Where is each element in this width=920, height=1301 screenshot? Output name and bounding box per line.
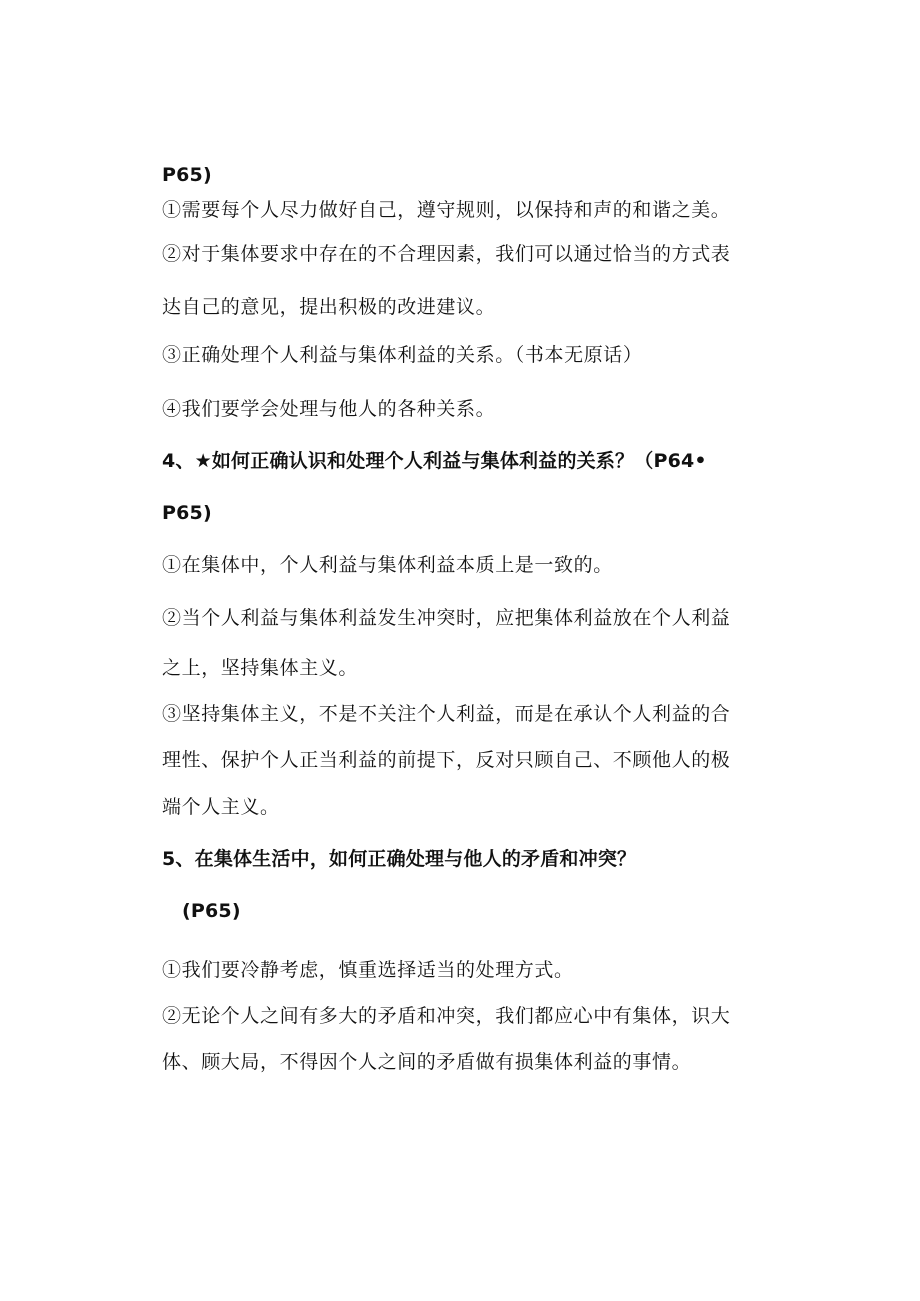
answer-line: 端个人主义。 [162,796,280,818]
answer-line: ①我们要冷静考虑，慎重选择适当的处理方式。 [162,959,574,981]
answer-line: 之上，坚持集体主义。 [162,657,359,679]
answer-line: 达自己的意见，提出积极的改进建议。 [162,296,496,318]
answer-line: 体、顾大局，不得因个人之间的矛盾做有损集体利益的事情。 [162,1051,692,1073]
answer-line: ①需要每个人尽力做好自己，遵守规则，以保持和声的和谐之美。 [162,199,731,221]
section-3-heading-continuation: P65) [162,164,212,186]
section-4-heading: 4、★如何正确认识和处理个人利益与集体利益的关系？（P64• [162,450,707,472]
section-5-heading: 5、在集体生活中，如何正确处理与他人的矛盾和冲突？ [162,848,637,870]
answer-line: ④我们要学会处理与他人的各种关系。 [162,398,496,420]
section-5-heading-continuation: (P65) [182,900,241,922]
answer-line: ①在集体中，个人利益与集体利益本质上是一致的。 [162,554,613,576]
answer-line: 理性、保护个人正当利益的前提下，反对只顾自己、不顾他人的极 [162,749,731,771]
answer-line: ②无论个人之间有多大的矛盾和冲突，我们都应心中有集体，识大 [162,1005,731,1027]
answer-line: ③正确处理个人利益与集体利益的关系。（书本无原话） [162,344,643,366]
answer-line: ②当个人利益与集体利益发生冲突时，应把集体利益放在个人利益 [162,607,731,629]
answer-line: ②对于集体要求中存在的不合理因素，我们可以通过恰当的方式表 [162,243,731,265]
section-4-heading-continuation: P65) [162,502,212,524]
answer-line: ③坚持集体主义，不是不关注个人利益，而是在承认个人利益的合 [162,703,731,725]
